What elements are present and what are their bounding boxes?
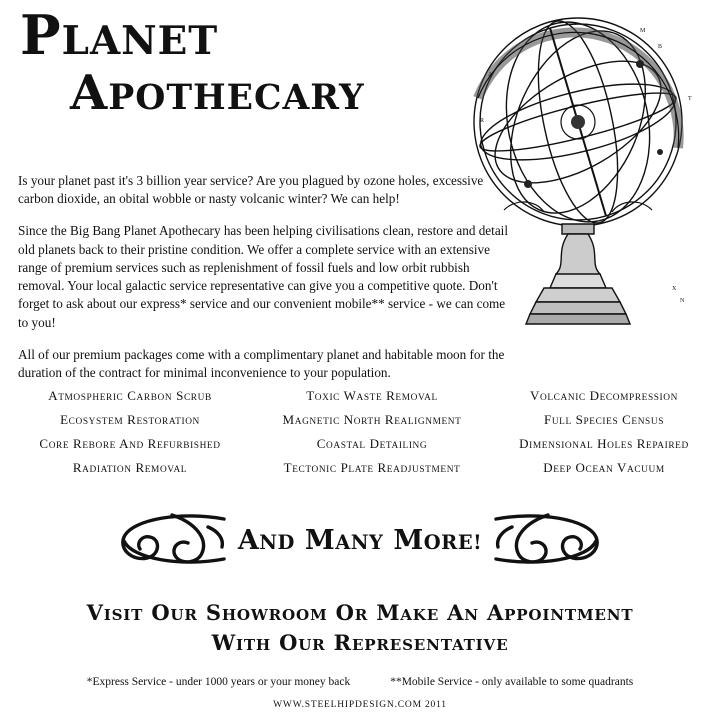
service-item: RADIATION REMOVAL [72, 460, 188, 475]
service-item: ATMOSPHERIC CARBON SCRUB [48, 388, 212, 403]
page-title [20, 3, 450, 121]
flourish-left-icon [112, 509, 232, 571]
service-item: MAGNETIC NORTH REALIGNMENT [282, 412, 462, 427]
title-line-1: PLANET [20, 3, 219, 67]
svg-text:M: M [640, 28, 646, 34]
credit-line: WWW.STEELHIPDESIGN.COM 2011 [273, 700, 447, 710]
and-many-more-text: AND MANY MORE! [237, 524, 483, 556]
paragraph-2: Since the Big Bang Planet Apothecary has been helping civilisations clean, restore and detail old planets back to their pristine condition. We offer a complete service with an extensive range of premium services such as replenishment of fossil fuels and low orbit rubbish removal. Your local galactic service representative can give you a competitive quote. Don't forget to ask about our express* service and our convenient mobile** service - we can come to you! [18, 223, 508, 330]
footnotes [0, 676, 720, 688]
footnote-express: *Express Service - under 1000 years or your money back [86, 676, 351, 688]
cta-line-1: VISIT OUR SHOWROOM OR MAKE AN APPOINTMENT [86, 600, 634, 625]
svg-text:R: R [480, 118, 485, 124]
and-many-more-block [0, 505, 720, 575]
body-copy [18, 172, 516, 396]
service-item: DEEP OCEAN VACUUM [543, 460, 665, 475]
services-column-1 [12, 388, 248, 476]
svg-text:A: A [488, 72, 493, 78]
title-line-2: APOTHECARY [70, 65, 365, 121]
svg-text:T: T [688, 96, 692, 102]
paragraph-1: Is your planet past it's 3 billion year service? Are you plagued by ozone holes, excessive carbon dioxide, an obital wobble or nasty volcanic winter? We can help! [18, 173, 484, 207]
services-column-3 [496, 388, 712, 476]
svg-text:N: N [680, 298, 685, 304]
service-item: ECOSYSTEM RESTORATION [60, 412, 200, 427]
footnote-mobile: **Mobile Service - only available to some quadrants [390, 676, 634, 688]
service-item: COASTAL DETAILING [316, 436, 428, 451]
flourish-right-icon [488, 509, 608, 571]
services-column-2 [254, 388, 490, 476]
service-item: CORE REBORE AND REFURBISHED [39, 436, 221, 451]
paragraph-3: All of our premium packages come with a complimentary planet and habitable moon for the duration of the contract for minimal inconvenience to your population. [18, 346, 505, 380]
service-item: VOLCANIC DECOMPRESSION [530, 388, 678, 403]
svg-text:X: X [672, 286, 677, 292]
services-list [12, 388, 712, 476]
service-item: DIMENSIONAL HOLES REPAIRED [519, 436, 689, 451]
call-to-action [0, 598, 720, 659]
service-item: TOXIC WASTE REMOVAL [306, 388, 438, 403]
cta-line-2: WITH OUR REPRESENTATIVE [211, 630, 509, 656]
service-item: TECTONIC PLATE READJUSTMENT [283, 460, 461, 475]
svg-text:B: B [658, 44, 663, 50]
service-item: FULL SPECIES CENSUS [543, 412, 665, 427]
